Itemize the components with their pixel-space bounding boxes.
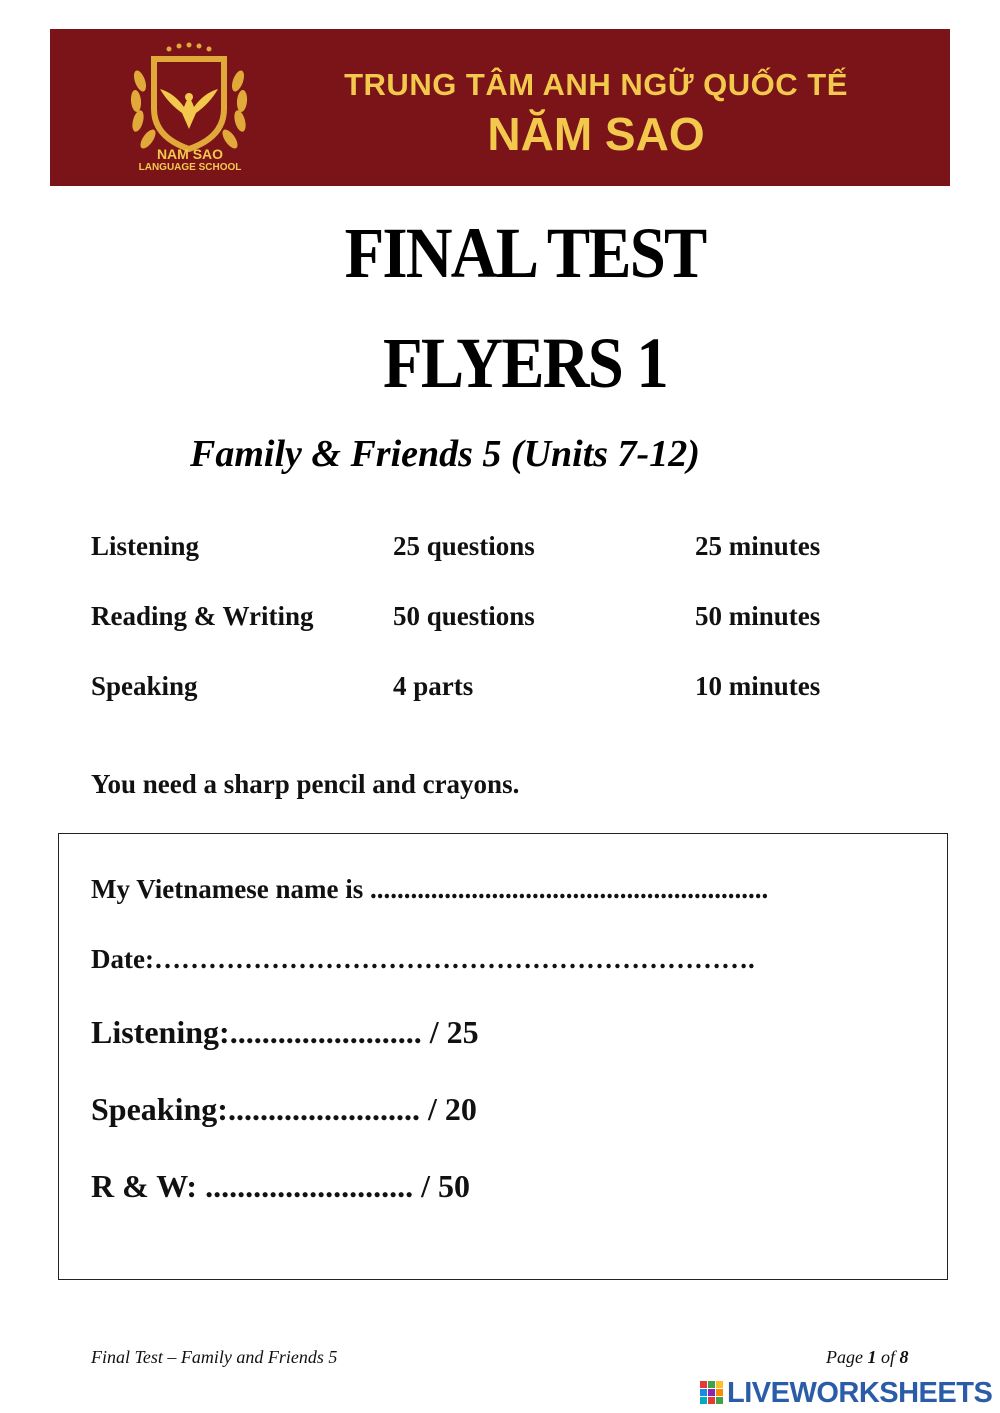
name-field[interactable]: My Vietnamese name is ........................................................... [91,874,769,904]
footer-left: Final Test – Family and Friends 5 [91,1347,338,1367]
centre-name-line2: NĂM SAO [487,108,705,160]
subtitle: Family & Friends 5 (Units 7-12) [190,433,700,475]
page-number [826,1347,909,1368]
section-name: Reading & Writing [91,601,314,631]
section-time: 25 minutes [695,531,821,561]
section-time: 10 minutes [695,671,821,701]
page-total: 8 [899,1347,909,1367]
centre-name-line1: TRUNG TÂM ANH NGỮ QUỐC TẾ [344,67,848,102]
section-time: 50 minutes [695,601,821,631]
date-field[interactable]: Date:…………………………………………………………. [91,944,755,974]
reading-writing-score-field[interactable]: R & W: .......................... / 50 [91,1168,470,1204]
logo-subtitle: LANGUAGE SCHOOL [138,162,242,173]
materials-note: You need a sharp pencil and crayons. [91,769,520,799]
page-word: Page [826,1347,863,1367]
watermark-text: LIVEWORKSHEETS [727,1376,993,1409]
section-items: 50 questions [393,601,535,631]
section-items: 4 parts [393,671,474,701]
speaking-score-field[interactable]: Speaking:........................ / 20 [91,1091,477,1127]
section-name: Speaking [91,671,198,701]
page-title: FINAL TEST [344,213,706,293]
of-word: of [880,1347,895,1367]
listening-score-field[interactable]: Listening:........................ / 25 [91,1014,479,1050]
logo-name: NAM SAO [156,146,224,162]
page-title-level: FLYERS 1 [383,323,667,403]
liveworksheets-logo-icon [700,1381,724,1405]
liveworksheets-watermark[interactable] [700,1378,992,1408]
section-name: Listening [91,531,200,561]
student-info-box [58,833,948,1280]
header-banner [50,29,950,186]
section-items: 25 questions [393,531,535,561]
page-current: 1 [867,1347,877,1367]
